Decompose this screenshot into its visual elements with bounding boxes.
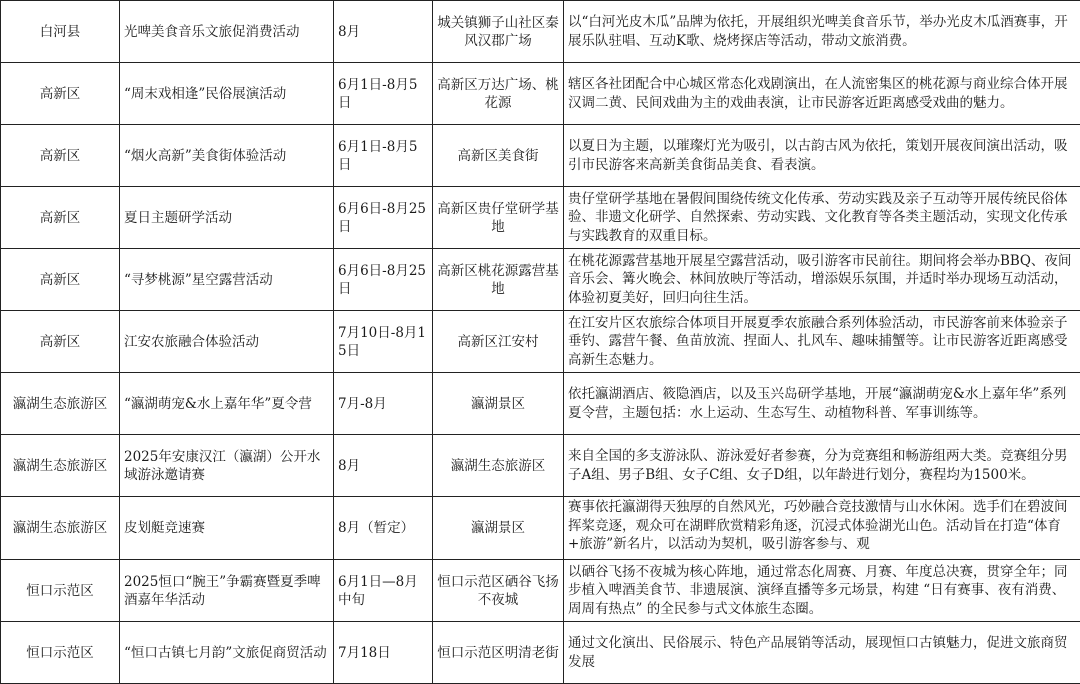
activity-name-cell: 2025年安康汉江（瀛湖）公开水域游泳邀请赛 <box>120 435 334 497</box>
time-cell: 6月6日-8月25日 <box>334 187 433 249</box>
venue-cell: 高新区江安村 <box>433 311 564 373</box>
table-row <box>1 187 1080 249</box>
venue-cell: 高新区万达广场、桃花源 <box>433 63 564 125</box>
venue-cell: 瀛湖生态旅游区 <box>433 435 564 497</box>
district-cell: 高新区 <box>1 249 120 311</box>
time-cell: 8月（暂定） <box>334 497 433 560</box>
venue-cell: 城关镇狮子山社区秦风汉郡广场 <box>433 1 564 63</box>
time-cell: 8月 <box>334 435 433 497</box>
table-row <box>1 435 1080 497</box>
district-cell: 高新区 <box>1 311 120 373</box>
venue-cell: 恒口示范区明清老街 <box>433 622 564 684</box>
content-cell: 赛事依托瀛湖得天独厚的自然风光，巧妙融合竞技激情与山水休闲。选手们在碧波间挥桨竞逐，观众可在湖畔欣赏精彩角逐，沉浸式体验湖光山色。活动旨在打造“体育+旅游”新名片，以活动为契机，吸引游客参与、观 <box>564 497 1080 560</box>
district-cell: 高新区 <box>1 63 120 125</box>
venue-cell: 恒口示范区硒谷飞扬不夜城 <box>433 560 564 622</box>
content-cell: 在江安片区农旅综合体项目开展夏季农旅融合系列体验活动，市民游客前来体验亲子垂钓、露营午餐、鱼苗放流、捏面人、扎风车、趣味捕蟹等。让市民游客近距离感受高新生态魅力。 <box>564 311 1080 373</box>
content-cell: 以“白河光皮木瓜”品牌为依托，开展组织光啤美食音乐节，举办光皮木瓜酒赛事，开展乐队驻唱、互动K歌、烧烤探店等活动，带动文旅消费。 <box>564 1 1080 63</box>
activity-name-cell: “烟火高新”美食街体验活动 <box>120 125 334 187</box>
time-cell: 6月1日-8月5日 <box>334 63 433 125</box>
table-row <box>1 125 1080 187</box>
activity-name-cell: 夏日主题研学活动 <box>120 187 334 249</box>
time-cell: 6月6日-8月25日 <box>334 249 433 311</box>
district-cell: 白河县 <box>1 1 120 63</box>
content-cell: 辖区各社团配合中心城区常态化戏剧演出，在人流密集区的桃花源与商业综合体开展汉调二黄、民间戏曲为主的戏曲表演，让市民游客近距离感受戏曲的魅力。 <box>564 63 1080 125</box>
table-row <box>1 249 1080 311</box>
table-row <box>1 373 1080 435</box>
content-cell: 通过文化演出、民俗展示、特色产品展销等活动，展现恒口古镇魅力，促进文旅商贸发展 <box>564 622 1080 684</box>
time-cell: 6月1日-8月5日 <box>334 125 433 187</box>
table-row <box>1 311 1080 373</box>
table-row <box>1 63 1080 125</box>
district-cell: 恒口示范区 <box>1 560 120 622</box>
content-cell: 来自全国的多支游泳队、游泳爱好者参赛，分为竞赛组和畅游组两大类。竞赛组分男子A组、男子B组、女子C组、女子D组，以年龄进行划分，赛程均为1500米。 <box>564 435 1080 497</box>
venue-cell: 瀛湖景区 <box>433 373 564 435</box>
content-cell: 在桃花源露营基地开展星空露营活动，吸引游客市民前往。期间将会举办BBQ、夜间音乐会、篝火晚会、林间放映厅等活动，增添娱乐氛围，并适时举办现场互动活动，体验初夏美好，回归向往生活。 <box>564 249 1080 311</box>
district-cell: 瀛湖生态旅游区 <box>1 497 120 560</box>
content-cell: 贵仔堂研学基地在暑假间围绕传统文化传承、劳动实践及亲子互动等开展传统民俗体验、非遗文化研学、自然探索、劳动实践、文化教育等各类主题活动，实现文化传承与实践教育的双重目标。 <box>564 187 1080 249</box>
activity-name-cell: 2025恒口“腕王”争霸赛暨夏季啤酒嘉年华活动 <box>120 560 334 622</box>
activity-name-cell: “周末戏相逢”民俗展演活动 <box>120 63 334 125</box>
district-cell: 高新区 <box>1 187 120 249</box>
activity-name-cell: 皮划艇竞速赛 <box>120 497 334 560</box>
activity-name-cell: 光啤美食音乐文旅促消费活动 <box>120 1 334 63</box>
activity-name-cell: “寻梦桃源”星空露营活动 <box>120 249 334 311</box>
activity-name-cell: 江安农旅融合体验活动 <box>120 311 334 373</box>
content-cell: 以硒谷飞扬不夜城为核心阵地，通过常态化周赛、月赛、年度总决赛，贯穿全年；同步植入啤酒美食节、非遗展演、演绎直播等多元场景，构建 “日有赛事、夜有消费、周周有热点” 的全民参与式文体旅生态圈。 <box>564 560 1080 622</box>
time-cell: 7月10日-8月15日 <box>334 311 433 373</box>
venue-cell: 高新区桃花源露营基地 <box>433 249 564 311</box>
district-cell: 瀛湖生态旅游区 <box>1 435 120 497</box>
table-row <box>1 622 1080 684</box>
time-cell: 7月-8月 <box>334 373 433 435</box>
venue-cell: 高新区贵仔堂研学基地 <box>433 187 564 249</box>
district-cell: 瀛湖生态旅游区 <box>1 373 120 435</box>
venue-cell: 瀛湖景区 <box>433 497 564 560</box>
district-cell: 高新区 <box>1 125 120 187</box>
table-row <box>1 497 1080 560</box>
content-cell: 以夏日为主题，以璀璨灯光为吸引，以古韵古风为依托，策划开展夜间演出活动，吸引市民游客来高新美食街品美食、看表演。 <box>564 125 1080 187</box>
table-row <box>1 560 1080 622</box>
district-cell: 恒口示范区 <box>1 622 120 684</box>
time-cell: 7月18日 <box>334 622 433 684</box>
activity-name-cell: “恒口古镇七月韵”文旅促商贸活动 <box>120 622 334 684</box>
time-cell: 8月 <box>334 1 433 63</box>
table-row <box>1 1 1080 63</box>
activity-name-cell: “瀛湖萌宠&水上嘉年华”夏令营 <box>120 373 334 435</box>
venue-cell: 高新区美食街 <box>433 125 564 187</box>
content-cell: 依托瀛湖酒店、筱隐酒店，以及玉兴岛研学基地，开展“瀛湖萌宠&水上嘉年华”系列夏令营，主题包括：水上运动、生态写生、动植物科普、军事训练等。 <box>564 373 1080 435</box>
time-cell: 6月1日—8月中旬 <box>334 560 433 622</box>
